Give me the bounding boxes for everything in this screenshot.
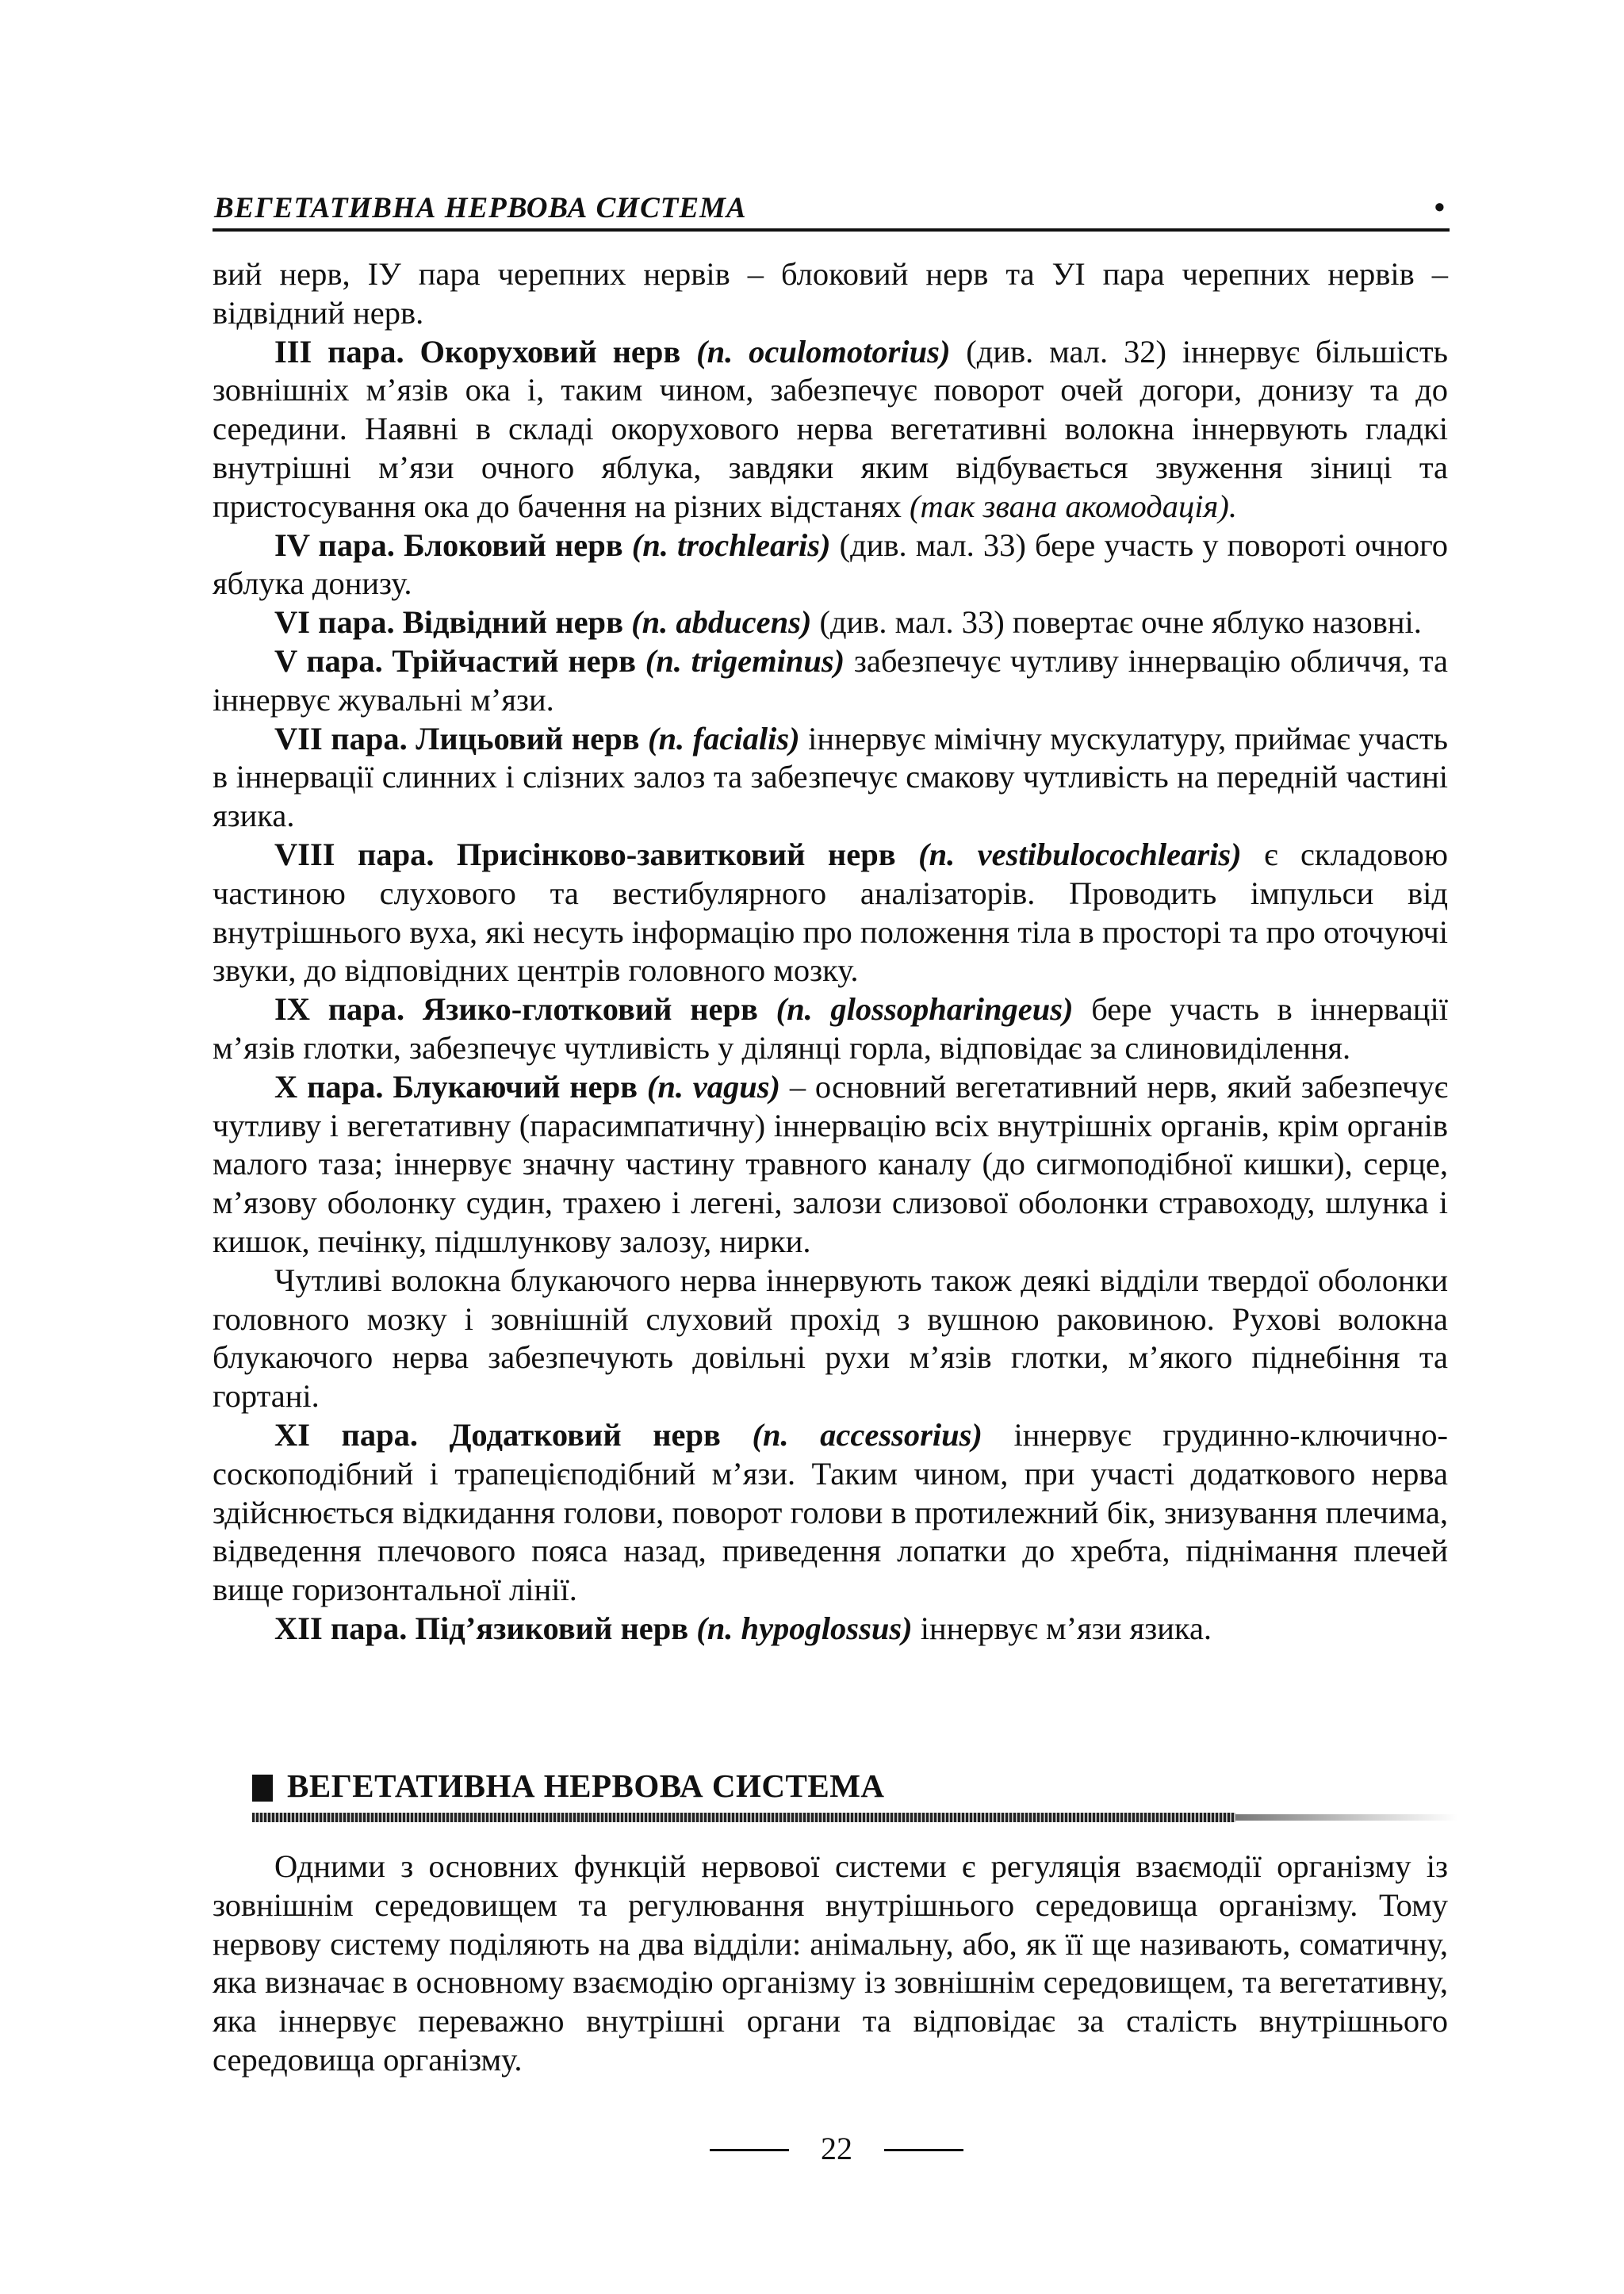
nerve-latin-name: (n. trochlearis) — [631, 527, 831, 563]
footer-dash-left — [710, 2149, 789, 2151]
section-heading — [252, 1767, 1448, 1833]
paragraph-text: – основний вегетативний нерв, який забезпечує чутливу і вегетативну (парасимпатичну) іннервацію всіх внутрішніх органів, крім органів малого таза; іннервує значну частину травного каналу (до сигмоподібної кишки), серце, м’язову оболонку судин, трахею і легені, залози слизової оболонки стравоходу, шлунка і кишок, печінку, підшлункову залозу, нирки. — [213, 1068, 1449, 1259]
paragraph-text: Чутливі волокна блукаючого нерва іннервують також деякі відділи твердої оболонки головного мозку і зовнішній слуховий прохід з вушною раковиною. Рухові волокна блукаючого нерва забезпечують довільні рухи м’язів глотки, м’якого піднебіння та гортані. — [213, 1262, 1448, 1415]
paragraph-nerve-v — [213, 642, 1448, 720]
section-paragraph: Одними з основних функцій нервової системи є регуляція взаємодії організму із зовнішнім середовищем та регулювання внутрішнього середовища організму. Тому нервову систему поділяють на два відділи: анімальну, або, як її ще називають, соматичну, яка визначає в основному взаємодію організму із зовнішнім середовищем, та вегетативну, яка іннервує переважно внутрішні органи та відповідає за сталість внутрішнього середовища організму. — [213, 1848, 1448, 2078]
paragraph-text: іннервує грудинно-ключично-соскоподібний і трапецієподібний м’язи. Таким чином, при участі додаткового нерва здійснюється відкидання голови, поворот голови в протилежний бік, знизування плечима, відведення плечового пояса назад, приведення лопатки до хребта, піднімання плечей вище горизонтальної лінії. — [213, 1416, 1448, 1608]
paragraph-nerve-x — [213, 1068, 1448, 1262]
paragraph-nerve-iii — [213, 333, 1448, 527]
paragraph-text: іннервує м’язи язика. — [912, 1610, 1212, 1646]
paragraph-continuation — [213, 255, 1448, 333]
nerve-latin-name: (n. trigeminus) — [645, 642, 845, 679]
cranial-nerves-text — [213, 255, 1448, 1649]
nerve-heading: V пара. Трійчастий нерв — [274, 642, 637, 679]
paragraph-nerve-iv — [213, 527, 1448, 604]
nerve-heading: XI пара. Додатковий нерв — [274, 1416, 721, 1453]
nerve-latin-name: (n. vestibulocochlearis) — [918, 836, 1242, 872]
page-number: 22 — [821, 2131, 852, 2166]
paragraph-text: (див. мал. 33) бере участь у повороті очного яблука донизу. — [213, 527, 1449, 602]
paragraph-nerve-ix — [213, 990, 1448, 1068]
nerve-heading: VIII пара. Присінково-завитковий нерв — [274, 836, 896, 872]
section-body — [213, 1848, 1448, 2080]
section-bullet-square-icon — [252, 1775, 273, 1802]
paragraph-nerve-xi — [213, 1416, 1448, 1610]
page-footer — [0, 2125, 1624, 2173]
paragraph-italic-note: (так звана акомодація). — [909, 488, 1237, 524]
nerve-heading: IX пара. Язико-глотковий нерв — [274, 991, 758, 1028]
paragraph-text: іннервує мімічну мускулатуру, приймає участь в іннервації слинних і слізних залоз та забезпечує смакову чутливість на передній частині язика. — [213, 720, 1449, 834]
running-header — [213, 184, 1450, 232]
nerve-heading: IV пара. Блоковий нерв — [274, 527, 623, 563]
nerve-latin-name: (n. vagus) — [646, 1068, 781, 1105]
nerve-latin-name: (n. facialis) — [647, 720, 800, 756]
running-header-bullet: • — [1434, 191, 1445, 224]
paragraph-text: вий нерв, IУ пара черепних нервів – блоковий нерв та УІ пара черепних нервів – відвідний нерв. — [213, 256, 1448, 331]
section-rule-fade — [1235, 1814, 1457, 1821]
nerve-heading: XII пара. Під’язиковий нерв — [274, 1610, 689, 1646]
nerve-latin-name: (n. accessorius) — [752, 1416, 982, 1453]
paragraph-text: забезпечує чутливу іннервацію обличчя, та іннервує жувальні м’язи. — [213, 642, 1448, 718]
paragraph-text: бере участь в іннервації м’язів глотки, забезпечує чутливість у ділянці горла, відповідає за слиновиділення. — [213, 991, 1448, 1066]
paragraph-text: (див. мал. 32) іннервує більшість зовнішніх м’язів ока і, таким чином, забезпечує поворот очей догори, донизу та до середини. Наявні в складі окорухового нерва вегетативні волокна іннервують гладкі внутрішні м’язи очного яблука, завдяки яким відбувається звуження зіниці та пристосування ока до бачення на різних відстанях — [213, 333, 1449, 524]
nerve-latin-name: (n. glossopharingeus) — [776, 991, 1074, 1028]
paragraph-text: є складовою частиною слухового та вестибулярного аналізаторів. Проводить імпульси від внутрішнього вуха, які несуть інформацію про положення тіла в просторі та про оточуючі звуки, до відповідних центрів головного мозку. — [213, 836, 1448, 989]
paragraph-nerve-vii — [213, 720, 1448, 836]
nerve-heading: X пара. Блукаючий нерв — [274, 1068, 638, 1105]
nerve-latin-name: (n. oculomotorius) — [696, 333, 951, 370]
paragraph-nerve-viii — [213, 836, 1448, 990]
nerve-latin-name: (n. abducens) — [631, 604, 812, 641]
paragraph-text: (див. мал. 33) повертає очне яблуко назовні. — [811, 604, 1422, 641]
paragraph-nerve-vi — [213, 603, 1448, 642]
nerve-heading: VII пара. Лицьовий нерв — [274, 720, 640, 756]
paragraph-vagus-fibers — [213, 1262, 1448, 1416]
running-header-title: ВЕГЕТАТИВНА НЕРВОВА СИСТЕМА — [214, 192, 747, 224]
section-title: ВЕГЕТАТИВНА НЕРВОВА СИСТЕМА — [287, 1767, 885, 1804]
section-rule — [252, 1813, 1235, 1822]
footer-dash-right — [884, 2149, 963, 2151]
nerve-latin-name: (n. hypoglossus) — [696, 1610, 913, 1646]
nerve-heading: III пара. Окоруховий нерв — [274, 333, 681, 370]
nerve-heading: VI пара. Відвідний нерв — [274, 604, 623, 641]
paragraph-nerve-xii — [213, 1610, 1448, 1649]
